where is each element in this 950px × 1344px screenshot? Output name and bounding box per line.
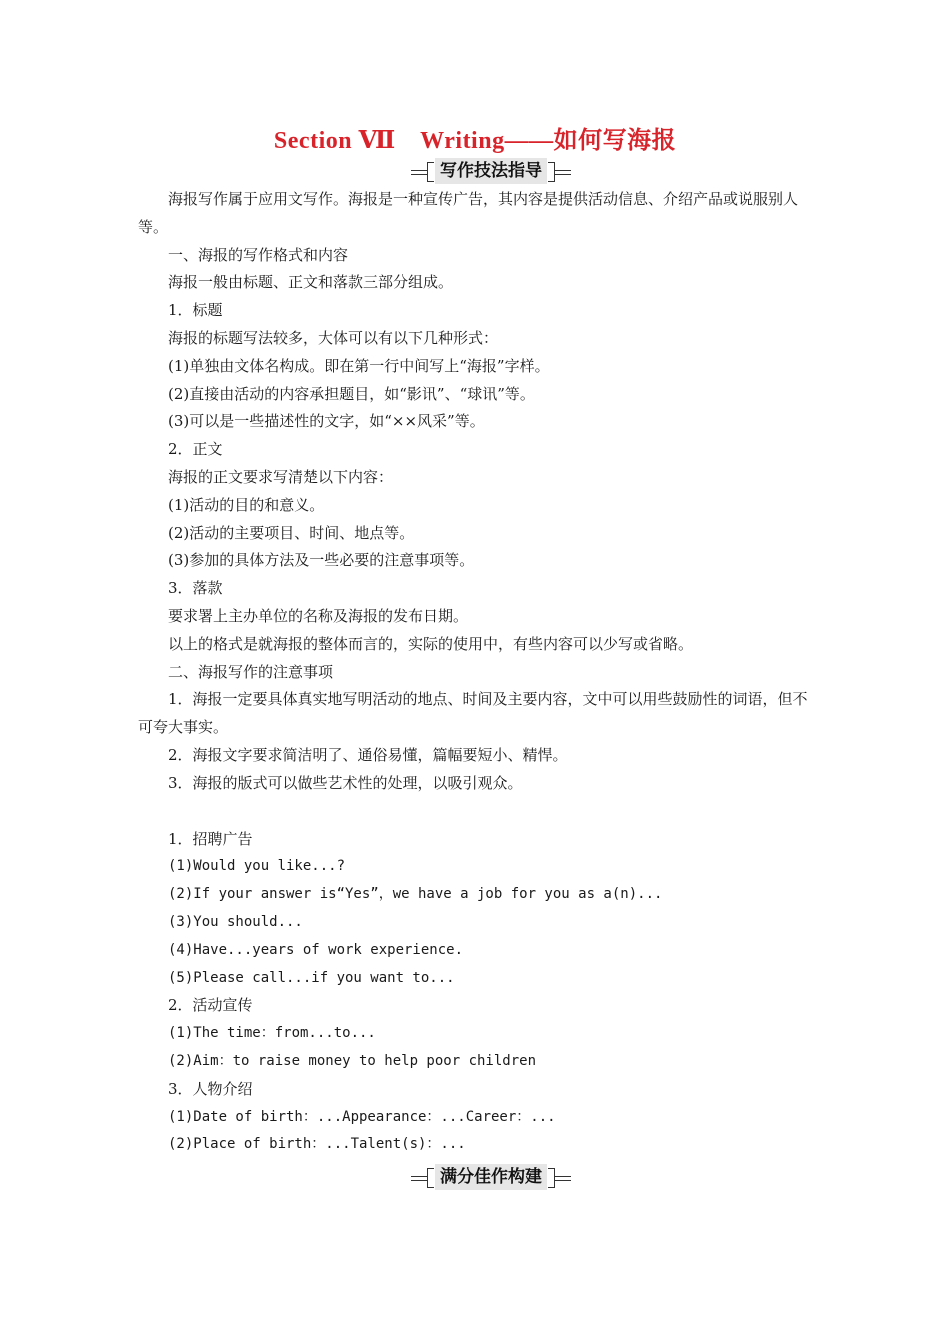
page-title: Section Ⅶ Writing——如何写海报 bbox=[273, 128, 677, 154]
intro-paragraph: 海报写作属于应用文写作。海报是一种宣传广告，其内容是提供活动信息、介绍产品或说服别人等。 bbox=[138, 190, 799, 236]
banner-rule bbox=[411, 170, 427, 175]
section-banner-model-essay bbox=[411, 1164, 571, 1190]
expression-line: (4)Have...years of work experience. bbox=[168, 941, 464, 958]
expression-line: (1)Would you like...? bbox=[168, 858, 346, 875]
subheading: 3．落款 bbox=[168, 579, 223, 598]
paragraph: 海报的正文要求写清楚以下内容： bbox=[168, 467, 394, 486]
banner-label: 写作技法指导 bbox=[435, 158, 547, 184]
paragraph: 海报一般由标题、正文和落款三部分组成。 bbox=[168, 273, 454, 292]
list-item: (3)可以是一些描述性的文字，如“××风采”等。 bbox=[168, 412, 485, 431]
section-heading: 二、海报写作的注意事项 bbox=[168, 662, 334, 681]
expression-line: (5)Please call...if you want to... bbox=[168, 969, 455, 986]
subheading: 1．招聘广告 bbox=[168, 829, 253, 848]
document-body bbox=[138, 186, 818, 1159]
expression-line: (1)Date of birth：...Appearance：...Career：... bbox=[168, 1108, 556, 1125]
list-item: 3．海报的版式可以做些艺术性的处理，以吸引观众。 bbox=[168, 773, 523, 792]
subheading: 1．标题 bbox=[168, 301, 223, 320]
list-item: (2)活动的主要项目、时间、地点等。 bbox=[168, 523, 415, 542]
banner-bracket bbox=[427, 162, 434, 182]
banner-rule bbox=[555, 1176, 571, 1181]
expression-line: (3)You should... bbox=[168, 913, 303, 930]
expression-line: (2)Place of birth：...Talent(s)：... bbox=[168, 1136, 466, 1153]
banner-bracket bbox=[548, 162, 555, 182]
paragraph: 要求署上主办单位的名称及海报的发布日期。 bbox=[168, 606, 469, 625]
banner-label: 满分佳作构建 bbox=[435, 1164, 547, 1190]
section-banner-writing-guide bbox=[411, 158, 571, 184]
subheading: 2．正文 bbox=[168, 440, 223, 459]
banner-bracket bbox=[427, 1168, 434, 1188]
banner-bracket bbox=[548, 1168, 555, 1188]
expression-line: (1)The time：from...to... bbox=[168, 1025, 376, 1042]
list-item: 2．海报文字要求简洁明了、通俗易懂，篇幅要短小、精悍。 bbox=[168, 745, 568, 764]
spacer bbox=[138, 798, 818, 826]
banner-rule bbox=[555, 170, 571, 175]
paragraph: 海报的标题写法较多，大体可以有以下几种形式： bbox=[168, 328, 499, 347]
expression-line: (2)Aim：to raise money to help poor children bbox=[168, 1052, 537, 1069]
list-item: 1．海报一定要具体真实地写明活动的地点、时间及主要内容，文中可以用些鼓励性的词语，但不可夸大事实。 bbox=[138, 690, 808, 737]
subheading: 2．活动宣传 bbox=[168, 996, 253, 1015]
subheading: 3．人物介绍 bbox=[168, 1079, 253, 1098]
list-item: (3)参加的具体方法及一些必要的注意事项等。 bbox=[168, 551, 475, 570]
paragraph: 以上的格式是就海报的整体而言的，实际的使用中，有些内容可以少写或省略。 bbox=[168, 634, 694, 653]
expression-line: (2)If your answer is“Yes”，we have a job for you as a(n)... bbox=[168, 886, 663, 903]
section-heading: 一、海报的写作格式和内容 bbox=[168, 245, 349, 264]
banner-rule bbox=[411, 1176, 427, 1181]
list-item: (2)直接由活动的内容承担题目，如“影讯”、“球讯”等。 bbox=[168, 384, 535, 403]
list-item: (1)单独由文体名构成。即在第一行中间写上“海报”字样。 bbox=[168, 356, 550, 375]
list-item: (1)活动的目的和意义。 bbox=[168, 495, 325, 514]
